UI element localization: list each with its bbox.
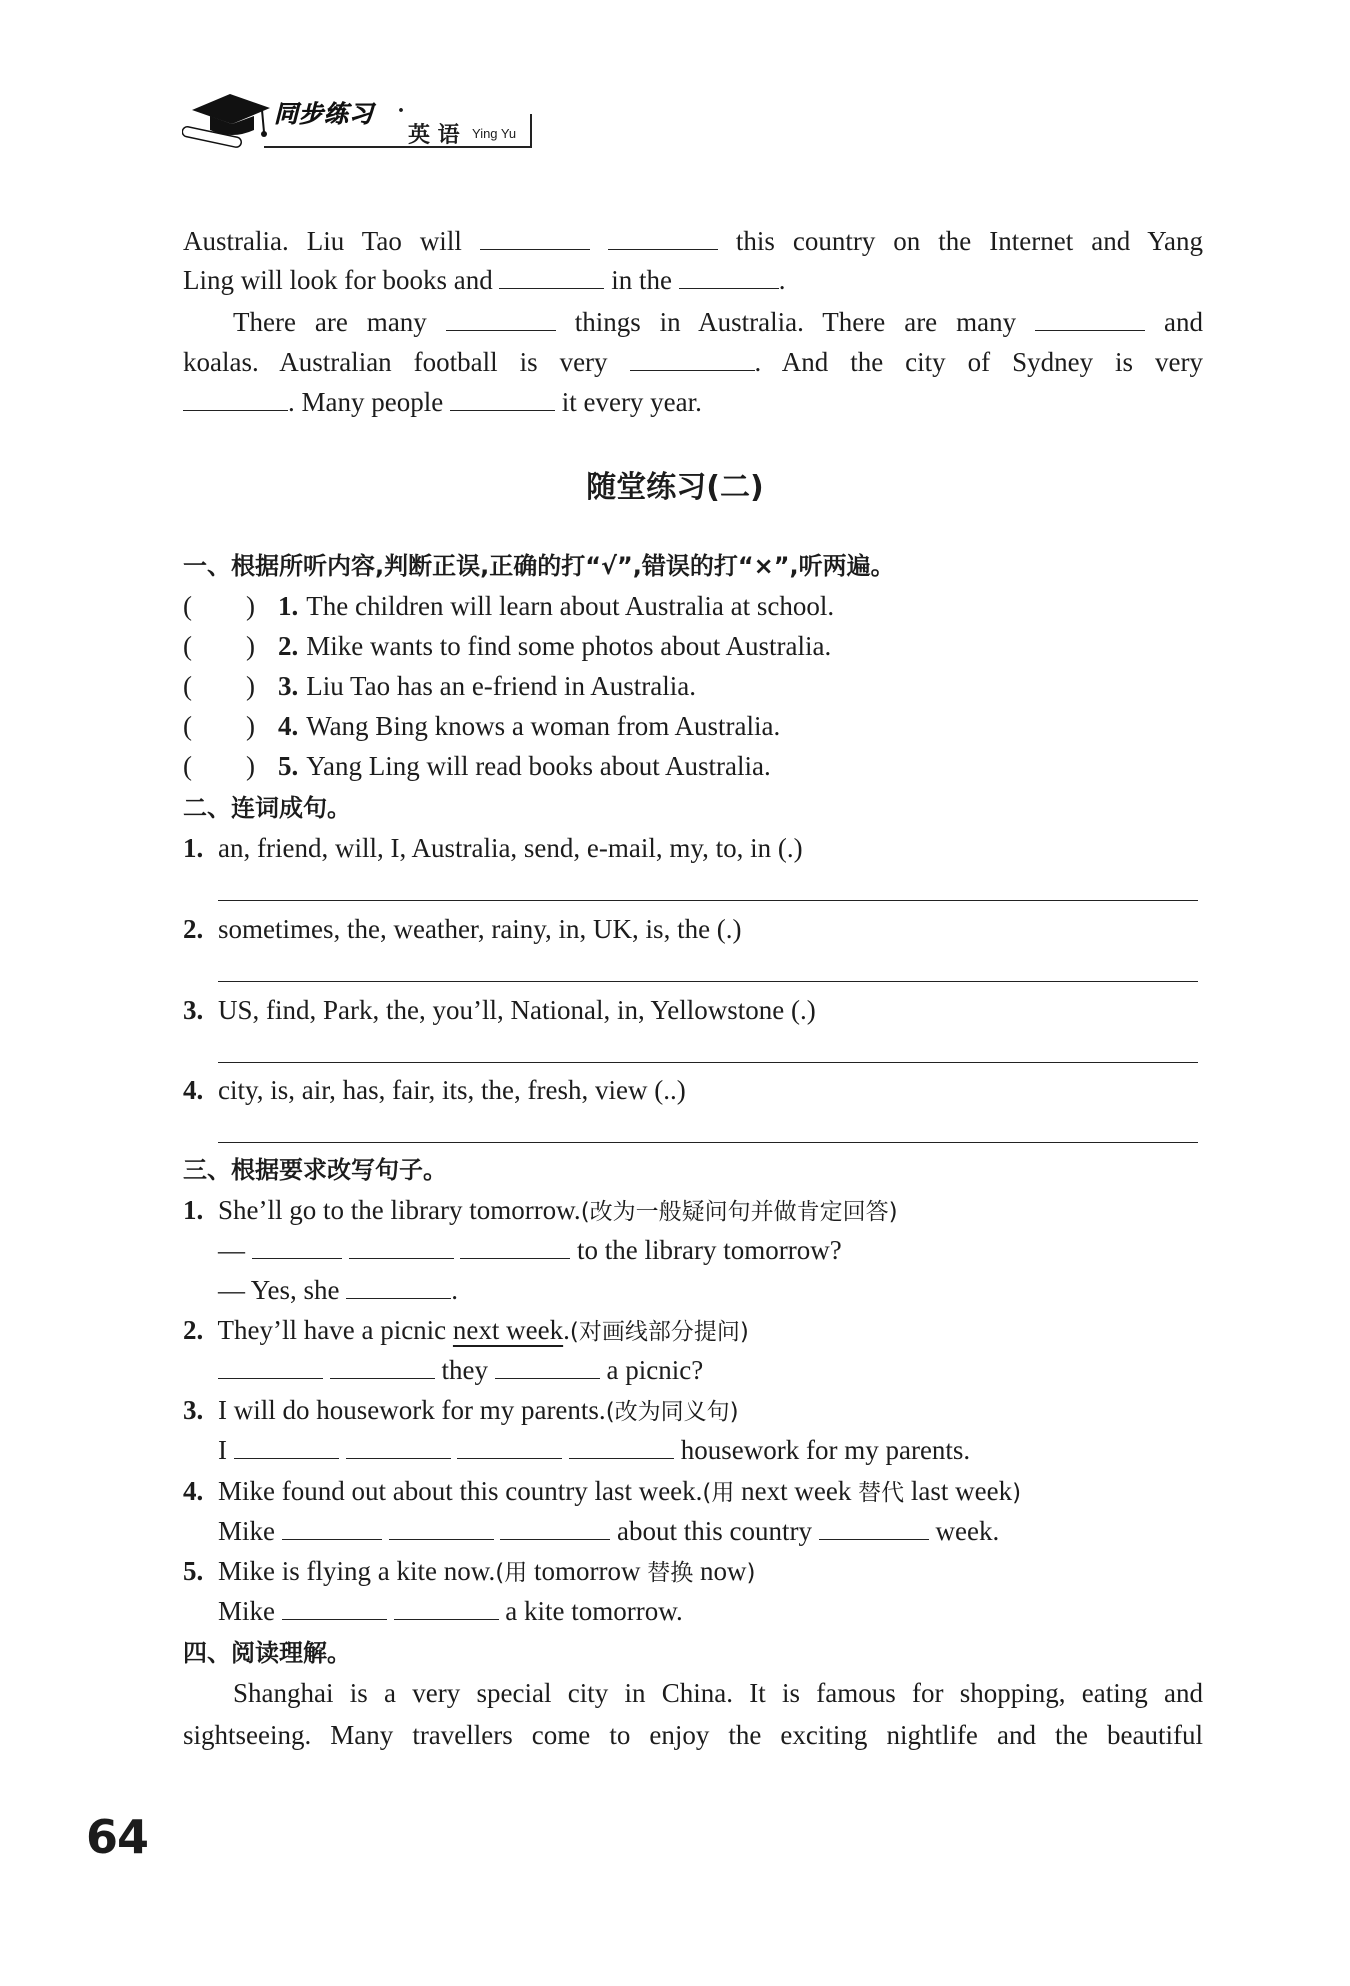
item-text: housework for my parents. (680, 1435, 971, 1465)
blank[interactable] (346, 1272, 451, 1299)
blank[interactable] (282, 1593, 387, 1620)
tf-item (183, 746, 771, 786)
instruction-note: (用 (495, 1560, 528, 1586)
blank[interactable] (480, 223, 590, 250)
item-text: Mike is flying a kite now. (218, 1556, 496, 1586)
series-tag: 同步练习 (274, 100, 374, 128)
instruction-note: 替代 (858, 1480, 905, 1506)
rewrite-q5-answer (218, 1591, 683, 1631)
part2-heading: 二、连词成句。 (183, 794, 351, 822)
passage-text: things in Australia. There are many (574, 307, 1017, 337)
rewrite-q1-answer (218, 1230, 842, 1270)
instruction-note: 替换 (647, 1560, 694, 1586)
item-text: an, friend, will, I, Australia, send, e-mail, my, to, in (.) (218, 833, 803, 863)
instruction-note: (用 (702, 1480, 735, 1506)
blank[interactable] (282, 1513, 382, 1540)
answer-line[interactable] (218, 1062, 1198, 1063)
instruction-note: ) (746, 1560, 756, 1586)
item-number: 1. (278, 591, 299, 621)
page-number: 64 (86, 1810, 149, 1864)
passage-text: and (1164, 307, 1203, 337)
item-text: Liu Tao has an e-friend in Australia. (306, 671, 696, 701)
passage-text: . (778, 265, 786, 295)
passage-line-5 (183, 382, 1203, 422)
item-number: 5. (183, 1556, 204, 1586)
header-rule (264, 146, 532, 148)
item-text: week. (935, 1516, 1000, 1546)
reading-line-1: Shanghai is a very special city in China. It is famous for shopping, eating and (233, 1678, 1203, 1708)
blank[interactable] (460, 1232, 570, 1259)
rewrite-q4 (183, 1471, 1021, 1513)
answer-bracket[interactable]: ( ) (183, 711, 255, 741)
part4-heading: 四、阅读理解。 (183, 1639, 351, 1667)
item-text: The children will learn about Australia at school. (306, 591, 835, 621)
item-text: She’ll go to the library tomorrow. (218, 1195, 581, 1225)
scramble-item (183, 909, 742, 949)
passage-text: koalas. Australian football is very (183, 347, 608, 377)
instruction-note: next week (741, 1476, 852, 1506)
scramble-item (183, 990, 816, 1030)
passage-line-2 (183, 260, 1203, 300)
item-text: . (563, 1315, 570, 1345)
item-number: 1. (183, 1195, 204, 1225)
item-number: 4. (278, 711, 299, 741)
answer-bracket[interactable]: ( ) (183, 631, 255, 661)
item-text: — Yes, she (218, 1275, 340, 1305)
item-text: Wang Bing knows a woman from Australia. (306, 711, 781, 741)
blank[interactable] (389, 1513, 494, 1540)
header-rule-end (530, 114, 532, 147)
item-text: a picnic? (606, 1355, 704, 1385)
answer-bracket[interactable]: ( ) (183, 751, 255, 781)
rewrite-q3-answer (218, 1430, 970, 1470)
underlined-text: next week (452, 1315, 564, 1345)
blank[interactable] (450, 384, 555, 411)
part3-heading: 三、根据要求改写句子。 (183, 1156, 447, 1184)
passage-text: Ling will look for books and (183, 265, 493, 295)
instruction-note: ) (1012, 1480, 1022, 1506)
item-text: about this country (617, 1516, 812, 1546)
blank[interactable] (819, 1513, 929, 1540)
item-text: sometimes, the, weather, rainy, in, UK, is, the (.) (218, 914, 742, 944)
passage-text: in the (611, 265, 672, 295)
item-text: US, find, Park, the, you’ll, National, in, Yellowstone (.) (218, 995, 816, 1025)
item-text: Mike wants to find some photos about Australia. (306, 631, 832, 661)
answer-line[interactable] (218, 981, 1198, 982)
passage-text: . Many people (288, 387, 444, 417)
item-number: 4. (183, 1476, 204, 1506)
scramble-item (183, 828, 803, 868)
passage-line-3 (183, 302, 1203, 342)
blank[interactable] (500, 1513, 610, 1540)
item-number: 2. (183, 914, 204, 944)
blank[interactable] (499, 262, 604, 289)
book-header (182, 86, 532, 146)
item-text: Mike (218, 1516, 275, 1546)
rewrite-q5 (183, 1551, 755, 1593)
blank[interactable] (218, 1352, 323, 1379)
answer-line[interactable] (218, 900, 1198, 901)
tf-item (183, 626, 831, 666)
item-number: 3. (183, 1395, 204, 1425)
blank[interactable] (495, 1352, 600, 1379)
item-text: They’ll have a picnic (217, 1315, 447, 1345)
item-number: 2. (278, 631, 299, 661)
blank[interactable] (457, 1432, 562, 1459)
blank[interactable] (349, 1232, 454, 1259)
answer-line[interactable] (218, 1142, 1198, 1143)
passage-line-4 (183, 342, 1203, 382)
instruction-note: (改为同义句) (605, 1399, 739, 1425)
passage-line-1 (183, 221, 1203, 261)
section-title: 随堂练习(二) (586, 470, 764, 505)
item-text: Mike found out about this country last week. (218, 1476, 703, 1506)
item-number: 3. (183, 995, 204, 1025)
instruction-note: now (699, 1556, 747, 1586)
blank[interactable] (630, 344, 755, 371)
passage-text: it every year. (561, 387, 702, 417)
blank[interactable] (346, 1432, 451, 1459)
header-dot: · (397, 98, 406, 124)
blank[interactable] (679, 262, 779, 289)
instruction-note: tomorrow (533, 1556, 641, 1586)
passage-text: . And the city of Sydney is very (754, 347, 1203, 377)
blank[interactable] (234, 1432, 339, 1459)
item-number: 1. (183, 833, 204, 863)
rewrite-q1 (183, 1190, 898, 1232)
item-number: 4. (183, 1075, 204, 1105)
rewrite-q2-answer (218, 1350, 703, 1390)
answer-bracket[interactable]: ( ) (183, 671, 255, 701)
passage-text: Australia. Liu Tao will (183, 226, 462, 256)
scramble-item (183, 1070, 686, 1110)
passage-text: this country on the Internet and Yang (735, 226, 1204, 256)
item-text: . (451, 1275, 459, 1305)
item-text: to the library tomorrow? (577, 1235, 842, 1265)
answer-bracket[interactable]: ( ) (183, 591, 255, 621)
item-text: they (441, 1355, 488, 1385)
tf-item (183, 666, 696, 706)
item-text: a kite tomorrow. (505, 1596, 683, 1626)
blank[interactable] (183, 384, 288, 411)
rewrite-q2 (183, 1310, 749, 1352)
blank[interactable] (569, 1432, 674, 1459)
item-text: city, is, air, has, fair, its, the, fresh, view (..) (218, 1075, 686, 1105)
dash: — (218, 1235, 245, 1265)
item-number: 5. (278, 751, 299, 781)
passage-text: There are many (233, 307, 427, 337)
blank[interactable] (330, 1352, 435, 1379)
blank[interactable] (252, 1232, 342, 1259)
instruction-note: (改为一般疑问句并做肯定回答) (580, 1199, 898, 1225)
rewrite-q3 (183, 1390, 739, 1432)
part1-heading: 一、根据所听内容,判断正误,正确的打“√”,错误的打“×”,听两遍。 (183, 552, 895, 580)
item-text: I will do housework for my parents. (218, 1395, 606, 1425)
blank[interactable] (1035, 304, 1145, 331)
item-text: Mike (218, 1596, 275, 1626)
rewrite-q4-answer (218, 1511, 999, 1551)
instruction-note: last week (910, 1476, 1013, 1506)
subject-label: 英 语 (408, 123, 460, 148)
item-number: 3. (278, 671, 299, 701)
reading-line-2: sightseeing. Many travellers come to enjoy the exciting nightlife and the beautiful (183, 1720, 1203, 1750)
item-number: 2. (183, 1315, 204, 1345)
subject-pinyin: Ying Yu (472, 126, 517, 141)
item-text: I (218, 1435, 227, 1465)
blank[interactable] (608, 223, 718, 250)
item-text: Yang Ling will read books about Australia. (306, 751, 771, 781)
blank[interactable] (394, 1593, 499, 1620)
tf-item (183, 586, 834, 626)
tf-item (183, 706, 780, 746)
blank[interactable] (446, 304, 556, 331)
instruction-note: (对画线部分提问) (569, 1319, 749, 1345)
rewrite-q1-reply (218, 1270, 458, 1310)
